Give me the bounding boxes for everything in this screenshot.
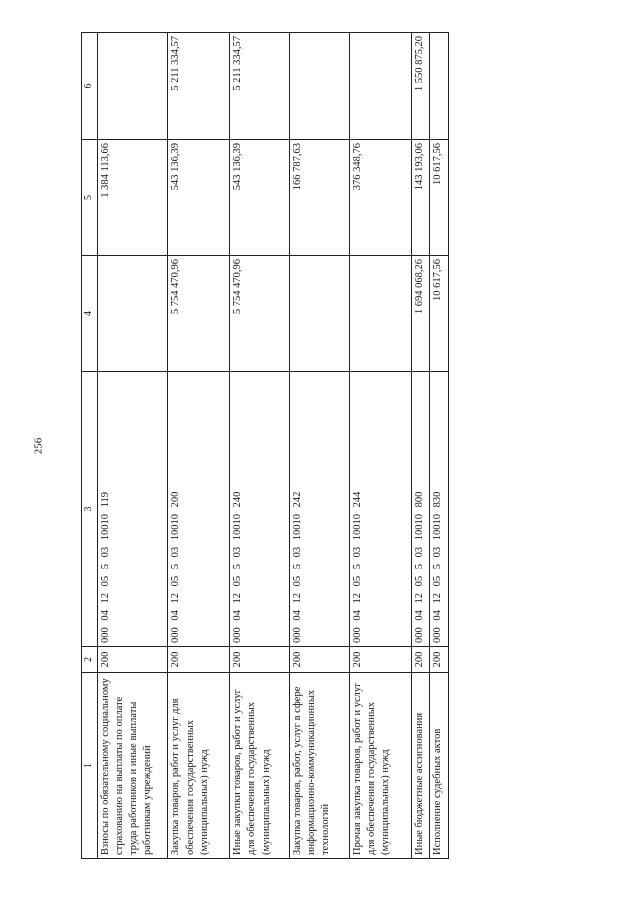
row-name: Иные бюджетные ассигнования: [411, 673, 430, 859]
table-row: [349, 33, 411, 859]
row-col6: 5 211 334,57: [230, 33, 290, 140]
column-number-6: 6: [82, 33, 98, 140]
row-col4: 5 754 470,96: [230, 256, 290, 372]
row-col4: 5 754 470,96: [168, 256, 230, 372]
column-number-5: 5: [82, 140, 98, 256]
row-grbs: 200: [349, 647, 411, 673]
row-col5: 543 136,39: [168, 140, 230, 256]
row-grbs: 200: [290, 647, 350, 673]
row-code: 000 04 12 05 5 03 10010 830: [430, 372, 449, 647]
row-col5: 143 193,06: [411, 140, 430, 256]
row-col4: 1 694 068,26: [411, 256, 430, 372]
row-col6: 1 550 875,20: [411, 33, 430, 140]
row-grbs: 200: [411, 647, 430, 673]
row-name: Иные закупки товаров, работ и услуг для обеспечения государственных (муниципальных) нужд: [230, 673, 290, 859]
row-col4: [97, 256, 168, 372]
table-row: [430, 33, 449, 859]
row-grbs: 200: [97, 647, 168, 673]
row-code: 000 04 12 05 5 03 10010 242: [290, 372, 350, 647]
row-grbs: 200: [168, 647, 230, 673]
table-row: [230, 33, 290, 859]
row-col5: 376 348,76: [349, 140, 411, 256]
row-col4: 10 617,56: [430, 256, 449, 372]
row-col5: 1 384 113,66: [97, 140, 168, 256]
row-code: 000 04 12 05 5 03 10010 800: [411, 372, 430, 647]
row-col6: [430, 33, 449, 140]
row-grbs: 200: [430, 647, 449, 673]
table-header-row: [82, 33, 98, 859]
row-col6: [349, 33, 411, 140]
row-col6: 5 211 334,57: [168, 33, 230, 140]
row-name: Закупка товаров, работ, услуг в сфере информационно-коммуникационных технологий: [290, 673, 350, 859]
column-number-4: 4: [82, 256, 98, 372]
table-row: [290, 33, 350, 859]
row-code: 000 04 12 05 5 03 10010 244: [349, 372, 411, 647]
row-name: Закупка товаров, работ и услуг для обеспечения государственных (муниципальных) нужд: [168, 673, 230, 859]
row-col4: [290, 256, 350, 372]
row-name: Прочая закупка товаров, работ и услуг для обеспечения государственных (муниципальных) нужд: [349, 673, 411, 859]
column-number-1: 1: [82, 673, 98, 859]
table-row: [411, 33, 430, 859]
row-col5: 10 617,56: [430, 140, 449, 256]
budget-table: [81, 32, 449, 859]
page-number: 256: [32, 437, 45, 455]
table-row: [97, 33, 168, 859]
row-col5: 543 136,39: [230, 140, 290, 256]
table-row: [168, 33, 230, 859]
row-code: 000 04 12 05 5 03 10010 119: [97, 372, 168, 647]
column-number-2: 2: [82, 647, 98, 673]
row-col6: [97, 33, 168, 140]
row-name: Исполнение судебных актов: [430, 673, 449, 859]
row-code: 000 04 12 05 5 03 10010 200: [168, 372, 230, 647]
row-col6: [290, 33, 350, 140]
budget-table-container: [81, 33, 449, 859]
column-number-3: 3: [82, 372, 98, 647]
row-code: 000 04 12 05 5 03 10010 240: [230, 372, 290, 647]
row-col4: [349, 256, 411, 372]
row-col5: 166 787,63: [290, 140, 350, 256]
row-name: Взносы по обязательному социальному страхованию на выплаты по оплате труда работников и иные выплаты работникам учреждений: [97, 673, 168, 859]
rotated-table-frame: [81, 33, 449, 859]
row-grbs: 200: [230, 647, 290, 673]
